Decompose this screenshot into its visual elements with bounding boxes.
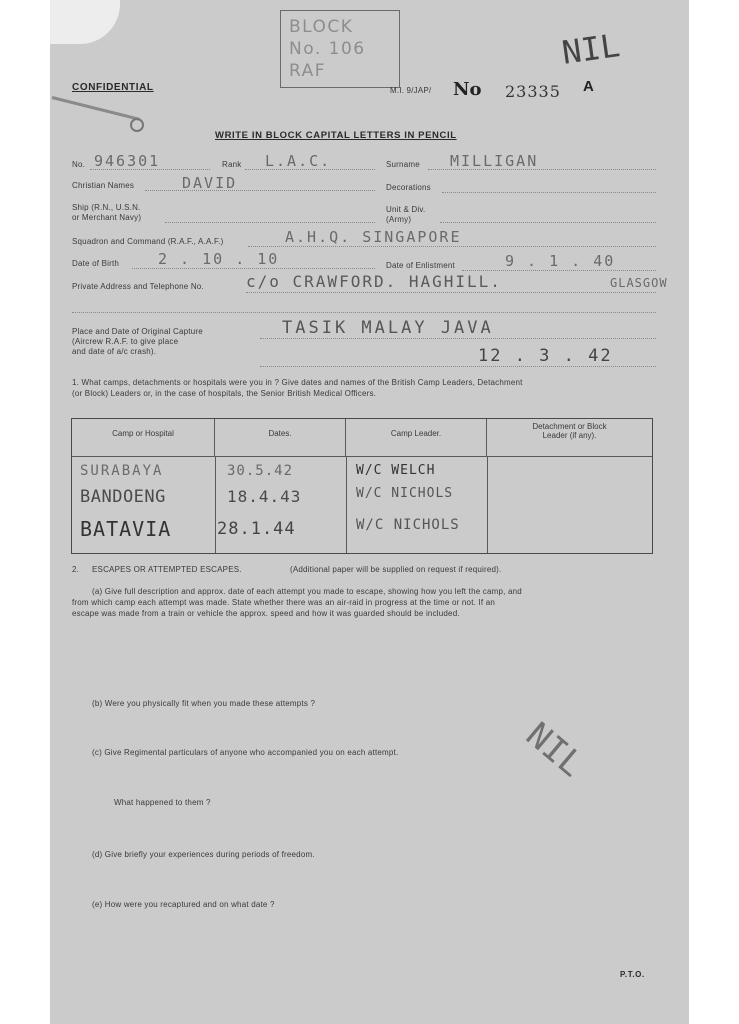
dob-value: 2 . 10 . 10	[158, 250, 280, 268]
capture-label-1: Place and Date of Original Capture	[72, 327, 203, 336]
camps-table	[71, 418, 653, 554]
table-row-2-camp: BANDOENG	[80, 487, 166, 507]
nil-annotation: NIL	[559, 26, 623, 72]
table-row-1-date: 30.5.42	[227, 463, 294, 479]
capture-date-value: 12 . 3 . 42	[478, 346, 613, 366]
nil-handwritten-mark: NIL	[518, 714, 592, 786]
form-number: 23335	[505, 82, 561, 101]
no-label: No.	[72, 160, 86, 169]
instruction-heading: WRITE IN BLOCK CAPITAL LETTERS IN PENCIL	[215, 130, 457, 141]
question-2b: (b) Were you physically fit when you made these attempts ?	[92, 699, 316, 708]
stamp-line-3: RAF	[289, 61, 327, 81]
table-header-detachment-line-1: Detachment or Block	[532, 422, 607, 431]
question-1-line-2: (or Block) Leaders or, in the case of hospitals, the Senior British Medical Officers.	[72, 389, 377, 398]
annotation-a: A	[583, 78, 594, 95]
rank-label: Rank	[222, 160, 242, 169]
squadron-line	[248, 246, 656, 247]
pto-label: P.T.O.	[620, 970, 645, 979]
surname-label: Surname	[386, 160, 420, 169]
table-col-divider-1	[215, 457, 216, 553]
address-line	[246, 292, 656, 293]
enlistment-value: 9 . 1 . 40	[505, 252, 616, 270]
question-2c: (c) Give Regimental particulars of anyone who accompanied you on each attempt.	[92, 748, 399, 757]
rank-value: L.A.C.	[265, 152, 332, 170]
christian-names-value: DAVID	[182, 174, 238, 192]
table-row-3-camp: BATAVIA	[80, 517, 172, 541]
address-label: Private Address and Telephone No.	[72, 282, 204, 291]
question-2d: (d) Give briefly your experiences during periods of freedom.	[92, 850, 315, 859]
unit-label-2: (Army)	[386, 215, 412, 224]
question-2-heading: ESCAPES OR ATTEMPTED ESCAPES.	[92, 565, 242, 574]
table-row-2-date: 18.4.43	[227, 487, 302, 506]
stamp-line-2: No. 106	[289, 39, 366, 59]
table-header-camp: Camp or Hospital	[72, 419, 215, 457]
squadron-label: Squadron and Command (R.A.F., A.A.F.)	[72, 237, 224, 246]
table-row-1-leader: W/C WELCH	[356, 463, 436, 478]
block-stamp	[280, 10, 400, 88]
capture-label-3: and date of a/c crash).	[72, 347, 157, 356]
question-2a-line-3: escape was made from a train or vehicle the approx. speed and how it was guarded should be included.	[72, 609, 460, 618]
table-row-3-leader: W/C NICHOLS	[356, 517, 460, 533]
dob-label: Date of Birth	[72, 259, 120, 268]
number-sign: No	[453, 79, 482, 100]
question-2a-line-2: from which camp each attempt was made. State whether there was an air-raid in progress at the time or not. If an	[72, 598, 496, 607]
table-header-detachment	[487, 419, 652, 457]
capture-place-line	[260, 338, 656, 339]
surname-value: MILLIGAN	[450, 152, 539, 170]
address-line-2	[72, 312, 656, 313]
question-1-line-1: 1. What camps, detachments or hospitals were you in ? Give dates and names of the British Camp Leaders, Detachment	[72, 378, 523, 387]
table-header-detachment-line-2: Leader (if any).	[542, 431, 597, 440]
address-value: c/o CRAWFORD. HAGHILL.	[246, 272, 502, 291]
question-2-number: 2.	[72, 565, 80, 574]
table-col-divider-3	[487, 457, 488, 553]
enlistment-line	[462, 270, 656, 271]
table-row-2-leader: W/C NICHOLS	[356, 486, 454, 501]
service-number-value: 946301	[94, 152, 161, 170]
christian-names-line	[145, 190, 375, 191]
table-row-3-date: 28.1.44	[217, 519, 296, 539]
capture-date-line	[260, 366, 656, 367]
tie-eyelet	[130, 118, 144, 132]
decorations-line	[442, 192, 656, 193]
christian-names-label: Christian Names	[72, 181, 135, 190]
enlistment-label: Date of Enlistment	[386, 261, 455, 270]
form-sheet	[50, 0, 689, 1024]
stamp-line-1: BLOCK	[289, 17, 354, 37]
confidential-label: CONFIDENTIAL	[72, 82, 154, 93]
table-col-divider-2	[346, 457, 347, 553]
paper-fold-corner	[50, 0, 120, 44]
unit-line	[440, 222, 656, 223]
ship-label-2: or Merchant Navy)	[72, 213, 142, 222]
question-2c-sub: What happened to them ?	[114, 798, 211, 807]
question-2a-line-1: (a) Give full description and approx. date of each attempt you made to escape, showing how you left the camp, and	[92, 587, 522, 596]
ship-line	[165, 222, 375, 223]
string-tie	[52, 96, 140, 121]
unit-label-1: Unit & Div.	[386, 205, 426, 214]
question-2-note: (Additional paper will be supplied on request if required).	[290, 565, 502, 574]
address-city: GLASGOW	[610, 276, 668, 290]
capture-place-value: TASIK MALAY JAVA	[282, 318, 494, 338]
ship-label-1: Ship (R.N., U.S.N.	[72, 203, 141, 212]
squadron-value: A.H.Q. SINGAPORE	[285, 228, 462, 246]
table-header-dates: Dates.	[215, 419, 346, 457]
question-2e: (e) How were you recaptured and on what date ?	[92, 900, 275, 909]
table-header-camp-leader: Camp Leader.	[346, 419, 487, 457]
decorations-label: Decorations	[386, 183, 431, 192]
table-row-1-camp: SURABAYA	[80, 463, 164, 479]
capture-label-2: (Aircrew R.A.F. to give place	[72, 337, 179, 346]
dob-line	[132, 268, 375, 269]
form-code: M.I. 9/JAP/	[390, 86, 432, 95]
